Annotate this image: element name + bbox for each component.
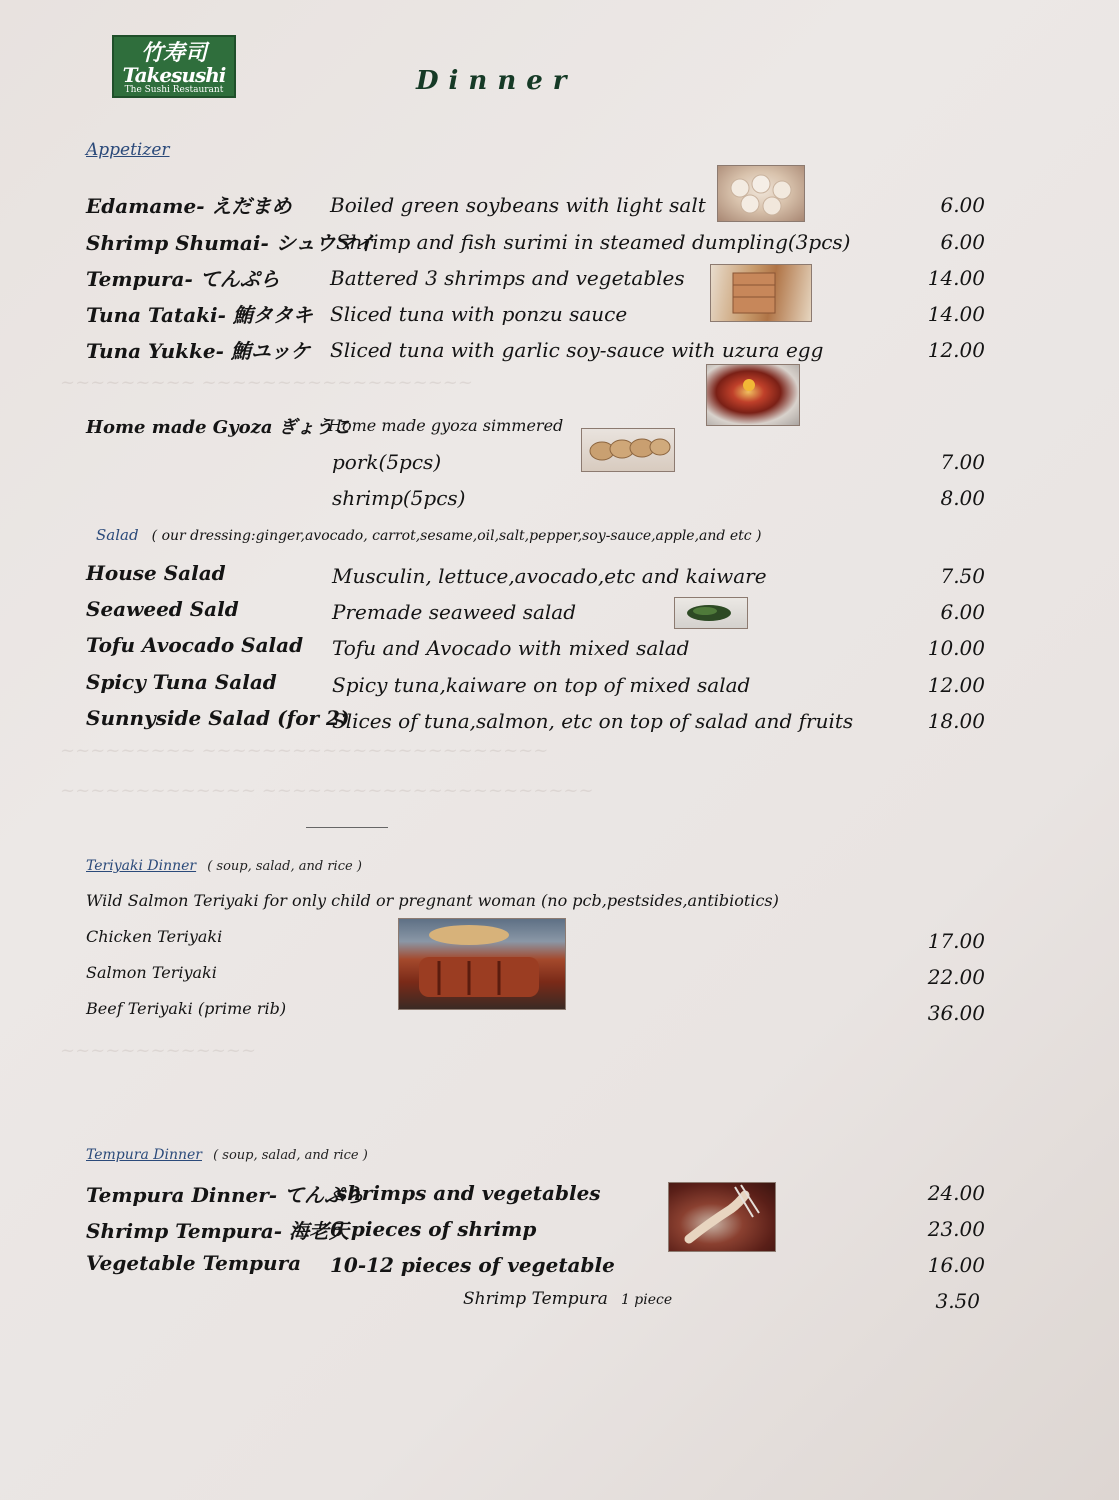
item-qty: 1 piece xyxy=(620,1292,673,1308)
item-description: Slices of tuna,salmon, etc on top of salad and fruits xyxy=(332,709,854,733)
item-description: shrimps and vegetables xyxy=(336,1181,601,1205)
tempura-plate-icon xyxy=(711,265,811,321)
bleed-through-text: ~~~~~~~~~~~~~ xyxy=(60,1040,257,1061)
restaurant-logo xyxy=(112,35,236,98)
egg-yolk-icon xyxy=(707,365,799,425)
option-price: 7.00 xyxy=(940,450,985,474)
item-name: Home made Gyoza ぎょうこ xyxy=(86,417,351,438)
extra-item xyxy=(463,1289,672,1309)
item-description: Spicy tuna,kaiware on top of mixed salad xyxy=(332,673,751,697)
option-label: shrimp(5pcs) xyxy=(332,486,466,510)
item-name: Tuna Tataki- 鮪タタキ xyxy=(86,303,313,327)
item-price: 23.00 xyxy=(927,1217,985,1241)
section-divider xyxy=(306,827,388,828)
item-price: 24.00 xyxy=(927,1181,985,1205)
salad-heading xyxy=(96,525,761,544)
teriyaki-note: Wild Salmon Teriyaki for only child or pregnant woman (no pcb,pestsides,antibiotics) xyxy=(86,891,779,910)
option-price: 8.00 xyxy=(940,486,985,510)
item-price: 36.00 xyxy=(927,1001,985,1025)
item-name: Tuna Yukke- 鮪ユッケ xyxy=(86,339,311,363)
tempura-title: Tempura Dinner xyxy=(86,1147,202,1163)
teriyaki-dish-icon xyxy=(399,919,565,1009)
option-label: pork(5pcs) xyxy=(332,450,442,474)
item-price: 14.00 xyxy=(927,302,985,326)
gyoza-photo xyxy=(581,428,675,472)
salad-title: Salad xyxy=(96,526,139,544)
logo-name: Takesushi xyxy=(122,63,226,87)
item-name: Spicy Tuna Salad xyxy=(86,670,277,694)
item-price: 14.00 xyxy=(927,266,985,290)
item-price: 12.00 xyxy=(927,673,985,697)
item-description: Home made gyoza simmered xyxy=(328,416,564,435)
bleed-through-text: ~~~~~~~~~ ~~~~~~~~~~~~~~~~~~ xyxy=(60,372,473,393)
item-name: Salmon Teriyaki xyxy=(86,963,217,982)
item-name: Tempura Dinner- てんぷら xyxy=(86,1183,365,1207)
seaweed-salad-photo xyxy=(674,597,748,629)
item-name: House Salad xyxy=(86,561,226,585)
item-name: Shrimp Tempura- 海老天 xyxy=(86,1219,349,1243)
shrimp-icon xyxy=(669,1183,775,1251)
item-name: Chicken Teriyaki xyxy=(86,927,223,946)
page-title: Dinner xyxy=(416,66,577,96)
tempura-appetizer-photo xyxy=(710,264,812,322)
teriyaki-subtitle: ( soup, salad, and rice ) xyxy=(207,859,362,874)
item-description: Battered 3 shrimps and vegetables xyxy=(330,266,685,290)
item-description: Shrimp and fish surimi in steamed dumpling(3pcs) xyxy=(336,230,851,254)
logo-tagline: The Sushi Restaurant xyxy=(124,85,224,95)
tempura-subtitle: ( soup, salad, and rice ) xyxy=(213,1148,368,1163)
appetizer-heading: Appetizer xyxy=(86,140,170,160)
seaweed-icon xyxy=(675,598,747,628)
logo-kanji: 竹寿司 xyxy=(140,40,207,66)
dumplings-icon xyxy=(718,166,804,221)
bleed-through-text: ~~~~~~~~~~~~~ ~~~~~~~~~~~~~~~~~~~~~~ xyxy=(60,780,594,801)
item-price: 17.00 xyxy=(927,929,985,953)
item-description: Sliced tuna with garlic soy-sauce with uzura egg xyxy=(330,338,824,362)
item-name: Edamame- えだまめ xyxy=(86,194,292,218)
item-name: Sunnyside Salad (for 2) xyxy=(86,706,350,730)
shrimp-tempura-photo xyxy=(668,1182,776,1252)
item-name: Seaweed Sald xyxy=(86,597,239,621)
item-name: Shrimp Shumai- シュウマイ xyxy=(86,231,375,255)
item-description: Boiled green soybeans with light salt xyxy=(330,193,706,217)
shumai-photo xyxy=(717,165,805,222)
item-price: 3.50 xyxy=(935,1289,980,1313)
item-name: Vegetable Tempura xyxy=(86,1251,302,1275)
item-description: 6 pieces of shrimp xyxy=(330,1217,537,1241)
item-name: Beef Teriyaki (prime rib) xyxy=(86,999,287,1018)
item-name: Tempura- てんぷら xyxy=(86,267,280,291)
item-description: Musculin, lettuce,avocado,etc and kaiware xyxy=(332,564,767,588)
item-name: Shrimp Tempura xyxy=(463,1289,608,1309)
item-description: Tofu and Avocado with mixed salad xyxy=(332,636,690,660)
salad-dressing-note: ( our dressing:ginger,avocado, carrot,sesame,oil,salt,pepper,soy-sauce,apple,and etc ) xyxy=(151,528,762,544)
tuna-yukke-photo xyxy=(706,364,800,426)
item-price: 6.00 xyxy=(940,230,985,254)
item-price: 18.00 xyxy=(927,709,985,733)
teriyaki-photo xyxy=(398,918,566,1010)
item-description: 10-12 pieces of vegetable xyxy=(330,1253,615,1277)
item-price: 16.00 xyxy=(927,1253,985,1277)
teriyaki-title: Teriyaki Dinner xyxy=(86,858,197,874)
item-price: 6.00 xyxy=(940,600,985,624)
tempura-heading xyxy=(86,1144,368,1163)
item-name: Tofu Avocado Salad xyxy=(86,633,304,657)
item-description: Premade seaweed salad xyxy=(332,600,577,624)
item-price: 12.00 xyxy=(927,338,985,362)
item-price: 10.00 xyxy=(927,636,985,660)
teriyaki-heading xyxy=(86,855,362,874)
bleed-through-text: ~~~~~~~~~ ~~~~~~~~~~~~~~~~~~~~~~~ xyxy=(60,740,549,761)
item-price: 6.00 xyxy=(940,193,985,217)
item-price: 7.50 xyxy=(940,564,985,588)
item-description: Sliced tuna with ponzu sauce xyxy=(330,302,628,326)
gyoza-icon xyxy=(582,429,674,471)
item-price: 22.00 xyxy=(927,965,985,989)
